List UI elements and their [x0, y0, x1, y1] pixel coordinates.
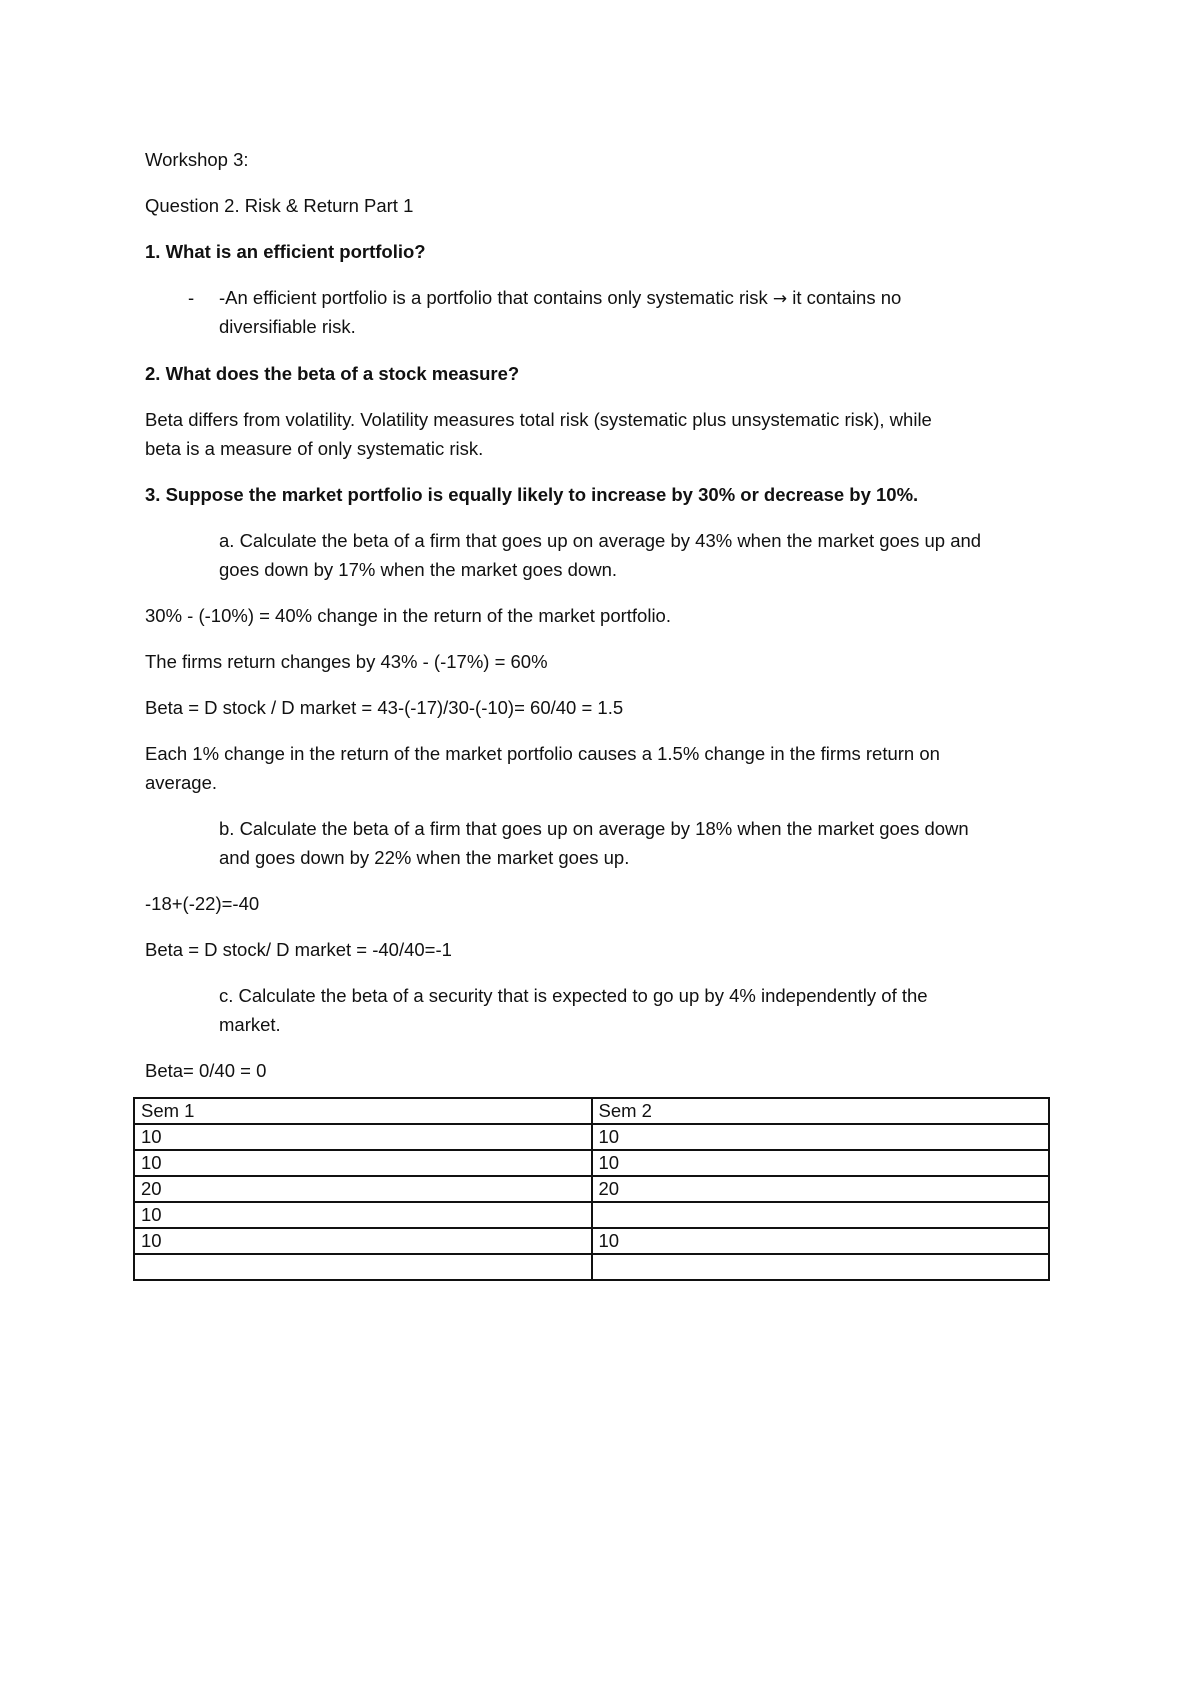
- q3c-prompt-line-2: market.: [219, 1014, 281, 1035]
- table-cell: [134, 1254, 592, 1280]
- table-row: [134, 1202, 1049, 1228]
- q3c-prompt-line-1: c. Calculate the beta of a security that is expected to go up by 4% independently of the: [219, 985, 928, 1006]
- q1-answer-line-2: diversifiable risk.: [219, 316, 356, 337]
- q3a-prompt-line-2: goes down by 17% when the market goes down.: [219, 559, 617, 580]
- table-row: [134, 1228, 1049, 1254]
- table-header-cell: Sem 2: [592, 1098, 1050, 1124]
- q3a-working-1: 30% - (-10%) = 40% change in the return of the market portfolio.: [145, 605, 671, 626]
- table-row: [134, 1124, 1049, 1150]
- table-cell: 10: [134, 1124, 592, 1150]
- q3b-prompt-line-2: and goes down by 22% when the market goes up.: [219, 847, 630, 868]
- table-cell: 10: [134, 1150, 592, 1176]
- q3b-working-1: -18+(-22)=-40: [145, 893, 260, 914]
- table-row: [134, 1176, 1049, 1202]
- q3-heading: 3. Suppose the market portfolio is equally likely to increase by 30% or decrease by 10%.: [145, 484, 919, 505]
- q1-answer-text-end: it contains no: [792, 287, 902, 308]
- table-cell: [592, 1202, 1050, 1228]
- question-heading: Question 2. Risk & Return Part 1: [145, 195, 414, 216]
- table-cell: 10: [134, 1202, 592, 1228]
- q3a-working-2: The firms return changes by 43% - (-17%) = 60%: [145, 651, 548, 672]
- q3a-working-4-line-2: average.: [145, 772, 217, 793]
- q3b-working-2: Beta = D stock/ D market = -40/40=-1: [145, 939, 452, 960]
- table-cell: 10: [592, 1228, 1050, 1254]
- q2-heading: 2. What does the beta of a stock measure?: [145, 363, 520, 384]
- q1-bullet-marker: -: [188, 287, 195, 308]
- table-header-cell: Sem 1: [134, 1098, 592, 1124]
- document-title: Workshop 3:: [145, 149, 249, 170]
- right-arrow-icon: →: [772, 289, 788, 309]
- table-cell: [592, 1254, 1050, 1280]
- table-header-row: [134, 1098, 1049, 1124]
- q1-answer-text: -An efficient portfolio is a portfolio that contains only systematic risk: [219, 287, 768, 308]
- q3a-working-4-line-1: Each 1% change in the return of the market portfolio causes a 1.5% change in the firms return on: [145, 743, 940, 764]
- q3a-prompt-line-1: a. Calculate the beta of a firm that goes up on average by 43% when the market goes up and: [219, 530, 982, 551]
- q3b-prompt-line-1: b. Calculate the beta of a firm that goes up on average by 18% when the market goes down: [219, 818, 969, 839]
- table-row: [134, 1254, 1049, 1280]
- q3a-working-3: Beta = D stock / D market = 43-(-17)/30-(-10)= 60/40 = 1.5: [145, 697, 624, 718]
- table-row: [134, 1150, 1049, 1176]
- table-cell: 10: [592, 1124, 1050, 1150]
- q2-answer-line-1: Beta differs from volatility. Volatility measures total risk (systematic plus unsystematic risk), while: [145, 409, 932, 430]
- table-cell: 10: [592, 1150, 1050, 1176]
- q1-heading: 1. What is an efficient portfolio?: [145, 241, 426, 262]
- table-cell: 20: [134, 1176, 592, 1202]
- sem-table: [133, 1097, 1050, 1281]
- table-cell: 20: [592, 1176, 1050, 1202]
- q3c-working-1: Beta= 0/40 = 0: [145, 1060, 267, 1081]
- q1-answer-line-1: [219, 284, 901, 313]
- table-cell: 10: [134, 1228, 592, 1254]
- q2-answer-line-2: beta is a measure of only systematic risk.: [145, 438, 484, 459]
